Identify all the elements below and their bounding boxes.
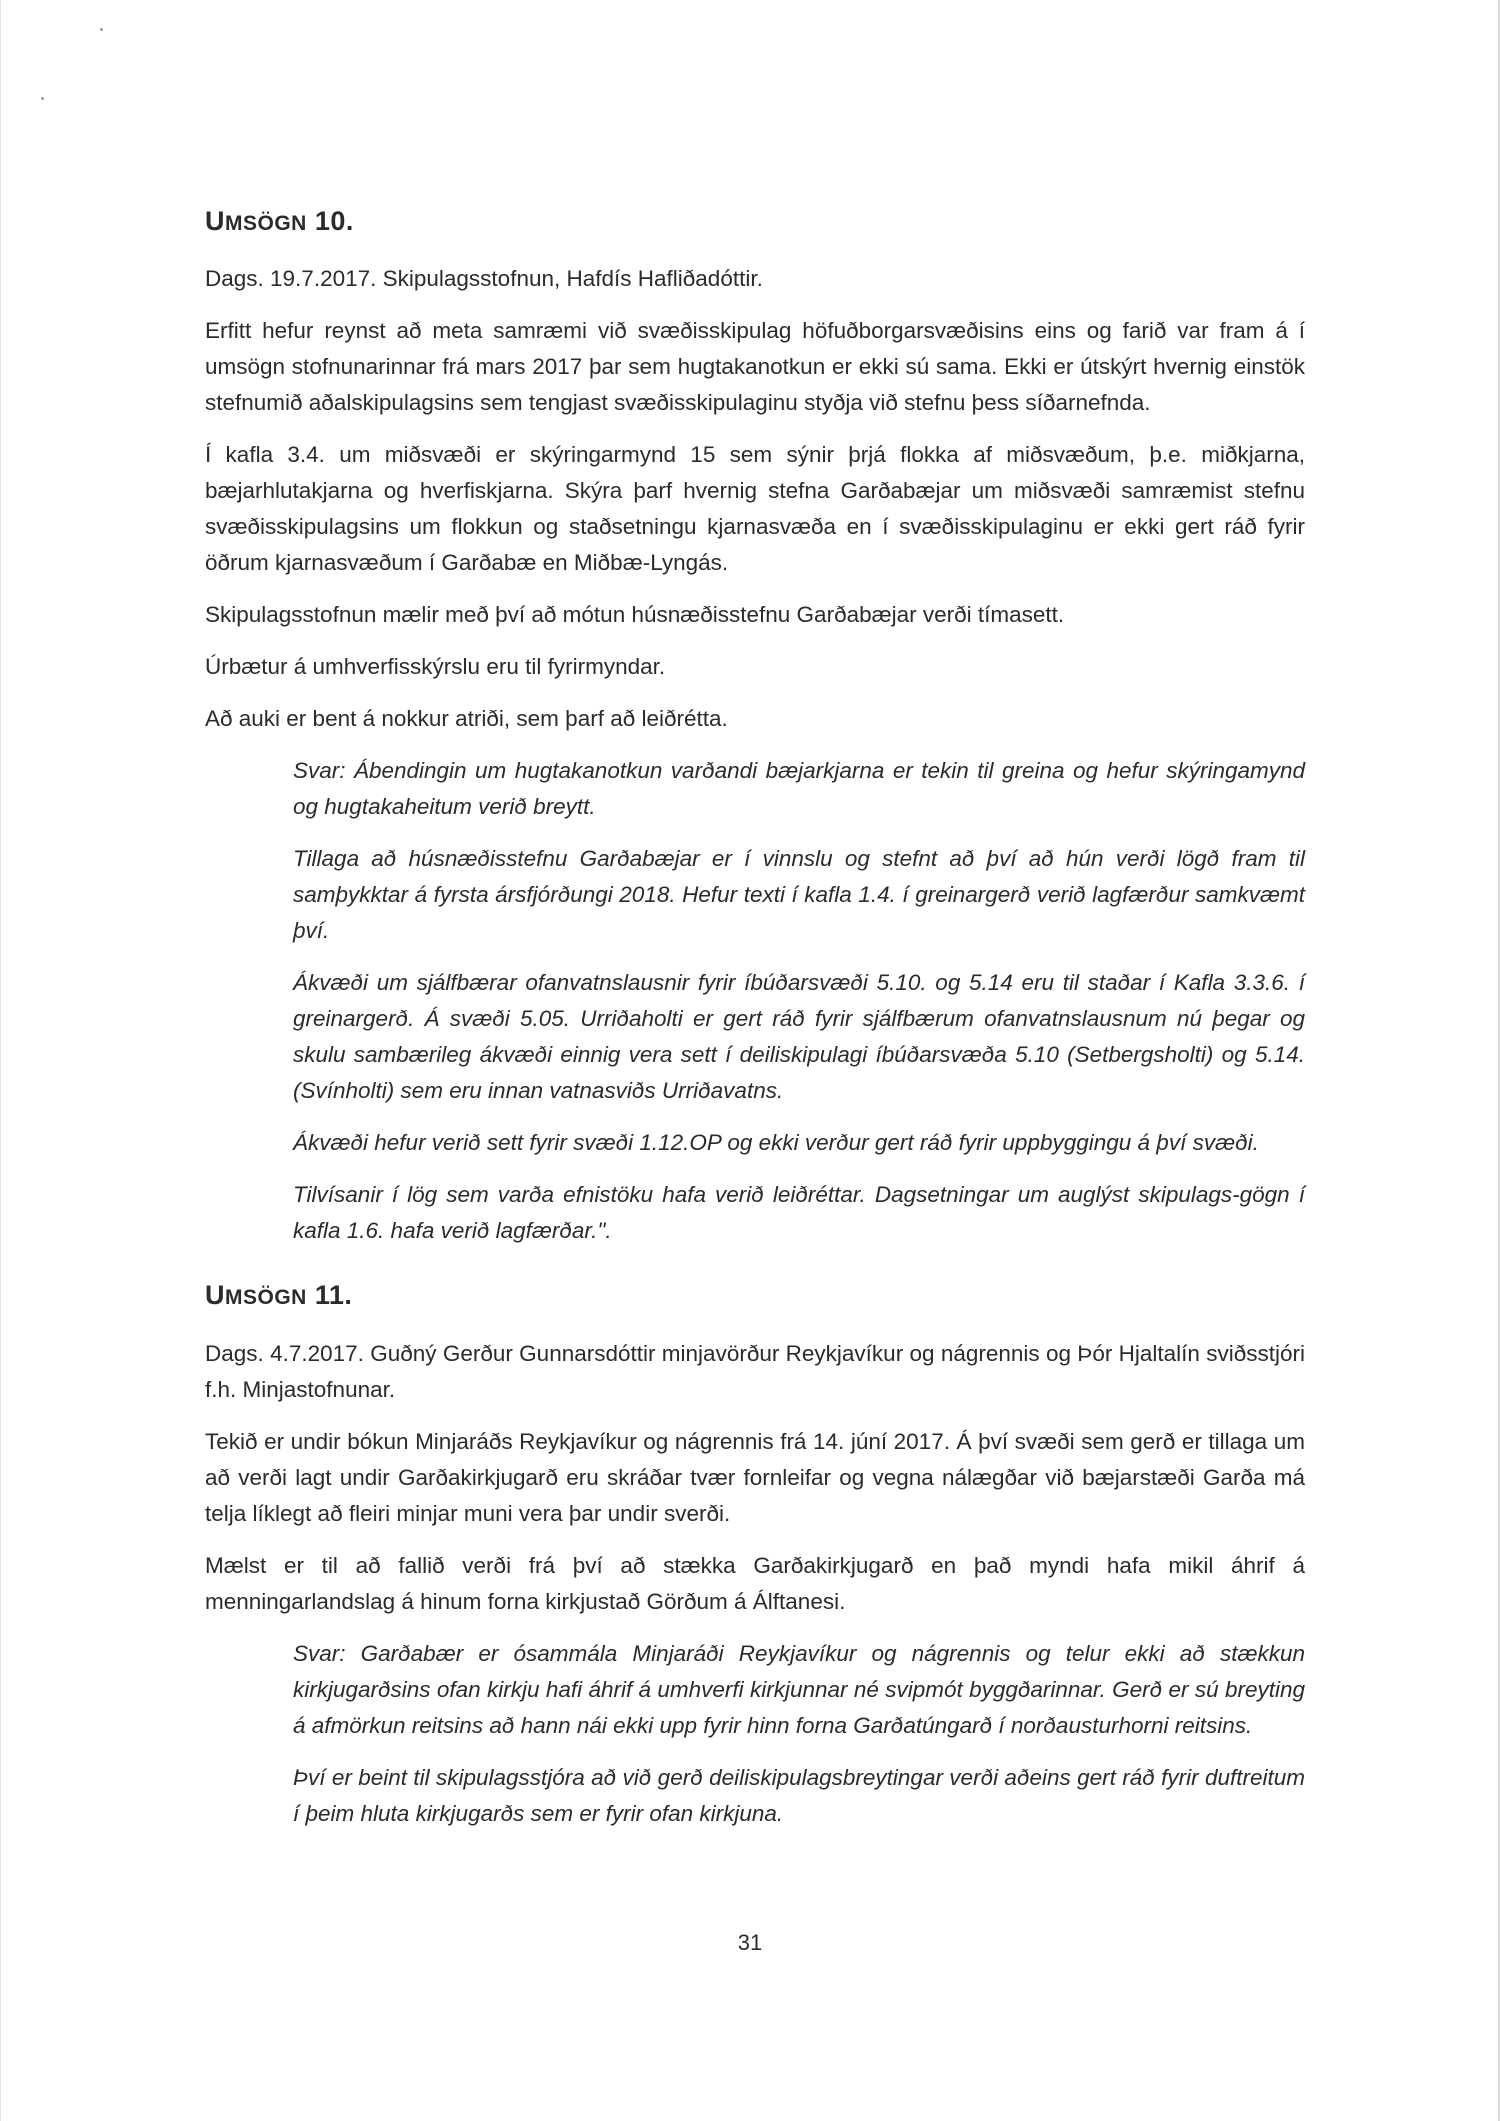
response-paragraph: Ákvæði hefur verið sett fyrir svæði 1.12.OP og ekki verður gert ráð fyrir uppbyggingu á því svæði. — [293, 1130, 1259, 1156]
response-paragraph: Svar: Ábendingin um hugtakanotkun varðandi bæjarkjarna er tekin til greina og hefur skýringamynd og hugtakaheitum verið breytt. — [293, 758, 1305, 820]
response-paragraph: Tilvísanir í lög sem varða efnistöku hafa verið leiðréttar. Dagsetningar um auglýst skipulags-gögn í kafla 1.6. hafa verið lagfærðar.". — [293, 1182, 1305, 1244]
scan-speck — [41, 97, 44, 100]
response-paragraph: Því er beint til skipulagsstjóra að við gerð deiliskipulagsbreytingar verði aðeins gert ráð fyrir duftreitum í þeim hluta kirkjugarðs sem er fyrir ofan kirkjuna. — [293, 1764, 1305, 1826]
paragraph: Að auki er bent á nokkur atriði, sem þarf að leiðrétta. — [205, 706, 728, 732]
paragraph: Tekið er undir bókun Minjaráðs Reykjavíkur og nágrennis frá 14. júní 2017. Á því svæði sem gerð er tillaga um að verði lagt undir Garðakirkjugarð eru skráðar tvær fornleifar og vegna nálægðar við bæjarstæði Garða má telja líklegt að fleiri minjar muni vera þar undir sverði. — [205, 1428, 1305, 1526]
heading-initial: U — [205, 206, 225, 236]
section-heading-10 — [205, 205, 1305, 237]
paragraph: Í kafla 3.4. um miðsvæði er skýringarmynd 15 sem sýnir þrjá flokka af miðsvæðum, þ.e. miðkjarna, bæjarhlutakjarna og hverfiskjarna. Skýra þarf hvernig stefna Garðabæjar um miðsvæði samræmist stefnu svæðisskipulagsins um flokkun og staðsetningu kjarnasvæða en í svæðisskipulaginu er ekki gert ráð fyrir öðrum kjarnasvæðum í Garðabæ en Miðbæ-Lyngás. — [205, 442, 1305, 576]
scan-speck — [100, 28, 103, 31]
response-paragraph: Tillaga að húsnæðisstefnu Garðabæjar er í vinnslu og stefnt að því að hún verði lögð fram til samþykktar á fyrsta ársfjórðungi 2018. Hefur texti í kafla 1.4. í greinargerð verið lagfærður samkvæmt því. — [293, 846, 1305, 944]
heading-caps: MSÖGN — [225, 1286, 307, 1310]
heading-initial: U — [205, 1280, 225, 1311]
heading-number: 11. — [314, 1280, 353, 1311]
paragraph: Skipulagsstofnun mælir með því að mótun húsnæðisstefnu Garðabæjar verði tímasett. — [205, 602, 1065, 628]
response-block — [293, 753, 1305, 1249]
paragraph: Úrbætur á umhverfisskýrslu eru til fyrirmyndar. — [205, 654, 666, 680]
response-paragraph: Ákvæði um sjálfbærar ofanvatnslausnir fyrir íbúðarsvæði 5.10. og 5.14 eru til staðar í Kafla 3.3.6. í greinargerð. Á svæði 5.05. Urriðaholti er gert ráð fyrir sjálfbærum ofanvatnslausnum nú þegar og skulu sambærileg ákvæði einnig vera sett í deiliskipulagi íbúðarsvæða 5.10 (Setbergsholti) og 5.14. (Svínholti) sem eru innan vatnasviðs Urriðavatns. — [293, 970, 1305, 1104]
paragraph: Erfitt hefur reynst að meta samræmi við svæðisskipulag höfuðborgarsvæðisins eins og farið var fram á í umsögn stofnunarinnar frá mars 2017 þar sem hugtakanotkun er ekki sú sama. Ekki er útskýrt hvernig einstök stefnumið aðalskipulagsins sem tengjast svæðisskipulaginu styðja við stefnu þess síðarnefnda. — [205, 318, 1305, 416]
date-line: Dags. 4.7.2017. Guðný Gerður Gunnarsdóttir minjavörður Reykjavíkur og nágrennis og Þór Hjaltalín sviðsstjóri f.h. Minjastofnunar. — [205, 1340, 1305, 1402]
page-number: 31 — [737, 1930, 763, 1955]
heading-number: 10. — [314, 206, 354, 236]
document-page — [205, 205, 1305, 1848]
response-paragraph: Svar: Garðabær er ósammála Minjaráði Reykjavíkur og nágrennis og telur ekki að stækkun kirkjugarðsins ofan kirkju hafi áhrif á umhverfi kirkjunnar né svipmót byggðarinnar. Gerð er sú breyting á afmörkun reitsins að hann nái ekki upp fyrir hinn forna Garðatúngarð í norðausturhorni reitsins. — [293, 1640, 1305, 1738]
paragraph: Mælst er til að fallið verði frá því að stækka Garðakirkjugarð en það myndi hafa mikil áhrif á menningarlandslag á hinum forna kirkjustað Görðum á Álftanesi. — [205, 1552, 1305, 1614]
response-block — [293, 1636, 1305, 1832]
section-heading-11 — [205, 1279, 1305, 1311]
heading-caps: MSÖGN — [225, 212, 307, 235]
date-line: Dags. 19.7.2017. Skipulagsstofnun, Hafdís Hafliðadóttir. — [205, 266, 763, 292]
